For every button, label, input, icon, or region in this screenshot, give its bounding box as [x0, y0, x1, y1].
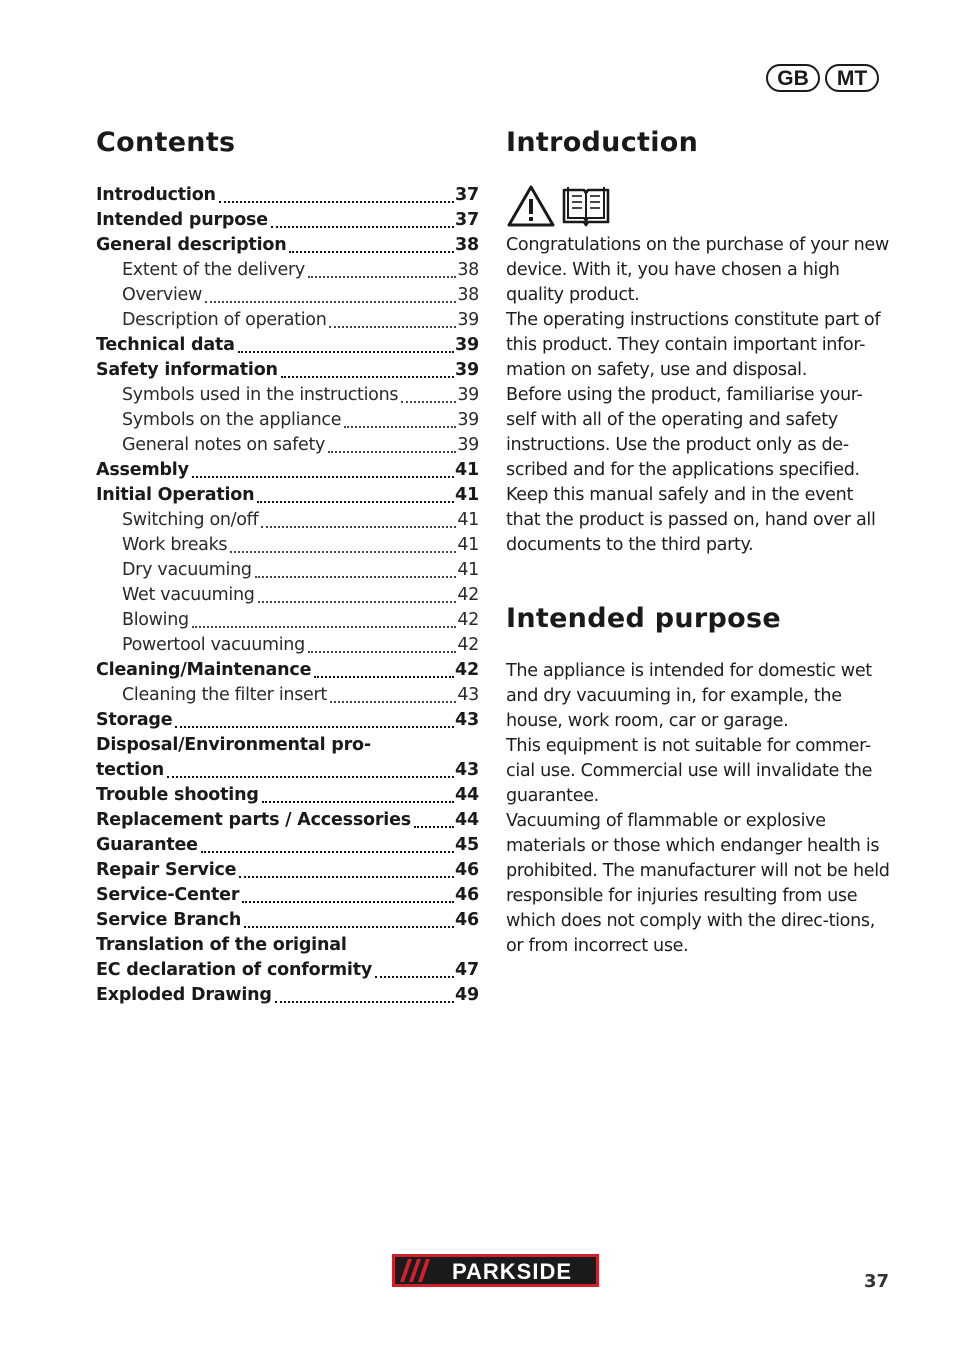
- toc-entry-page: 44: [455, 785, 479, 805]
- toc-leader-dots: [329, 326, 456, 328]
- toc-entry-page: 43: [455, 760, 479, 780]
- toc-entry-page: 42: [457, 635, 479, 655]
- toc-entry-label: General description: [96, 235, 287, 255]
- toc-entry: [96, 258, 479, 283]
- toc-entry-label: Disposal/Environmental pro-: [96, 735, 371, 755]
- toc-entry: [96, 533, 479, 558]
- toc-leader-dots: [289, 251, 454, 253]
- toc-entry: [96, 783, 479, 808]
- language-badge-mt: MT: [825, 64, 879, 92]
- toc-entry-label: Repair Service: [96, 860, 237, 880]
- toc-leader-dots: [244, 926, 454, 928]
- toc-entry-page: 45: [455, 835, 479, 855]
- intended-purpose-paragraph: Vacuuming of flammable or explosive materials or those which endanger health is prohibited. The manufacturer will not be held responsible for injuries resulting from use which does not comply with the direc-tions, or from incorrect use.: [506, 811, 890, 956]
- toc-entry: [96, 558, 479, 583]
- toc-entry-page: 42: [457, 610, 479, 630]
- contents-heading: Contents: [96, 127, 236, 158]
- toc-entry-label: EC declaration of conformity: [96, 960, 373, 980]
- toc-entry-page: 46: [455, 910, 479, 930]
- toc-entry-page: 39: [455, 360, 479, 380]
- toc-leader-dots: [167, 776, 454, 778]
- toc-entry-page: 37: [455, 185, 479, 205]
- toc-entry-label: Cleaning the filter insert: [122, 685, 327, 705]
- open-book-icon: [560, 184, 612, 228]
- toc-leader-dots: [330, 701, 456, 703]
- toc-entry: [96, 508, 479, 533]
- toc-entry-page: 39: [455, 335, 479, 355]
- toc-entry-label: Introduction: [96, 185, 216, 205]
- toc-entry-label: Extent of the delivery: [122, 260, 305, 280]
- language-badge-gb: GB: [766, 64, 820, 92]
- toc-leader-dots: [238, 351, 454, 353]
- toc-entry-page: 41: [455, 485, 479, 505]
- toc-entry-label: Work breaks: [122, 535, 228, 555]
- toc-leader-dots: [219, 201, 454, 203]
- toc-entry: [96, 633, 479, 658]
- introduction-paragraph: Before using the product, familiarise your-self with all of the operating and safety instructions. Use the product only as de-scribed and for the applications specified.: [506, 385, 863, 480]
- toc-leader-dots: [192, 476, 454, 478]
- toc-entry-page: 38: [455, 235, 479, 255]
- toc-leader-dots: [344, 426, 456, 428]
- toc-leader-dots: [401, 401, 456, 403]
- toc-entry: [96, 483, 479, 508]
- toc-entry-label: Overview: [122, 285, 202, 305]
- toc-entry: [96, 658, 479, 683]
- toc-entry: [96, 458, 479, 483]
- toc-entry-label: Translation of the original: [96, 935, 347, 955]
- toc-leader-dots: [271, 226, 454, 228]
- introduction-icons: [506, 184, 612, 228]
- page-number: 37: [864, 1271, 890, 1292]
- toc-entry-label: Intended purpose: [96, 210, 268, 230]
- intended-purpose-paragraph: This equipment is not suitable for commer-cial use. Commercial use will invalidate the guarantee.: [506, 736, 873, 806]
- toc-entry-page: 41: [455, 460, 479, 480]
- toc-entry: [96, 433, 479, 458]
- toc-entry-page: 41: [457, 510, 479, 530]
- toc-entry-label: Trouble shooting: [96, 785, 259, 805]
- toc-entry-page: 49: [455, 985, 479, 1005]
- toc-entry-page: 39: [457, 410, 479, 430]
- toc-entry: [96, 733, 479, 758]
- toc-entry: [96, 758, 479, 783]
- toc-entry-label: Blowing: [122, 610, 189, 630]
- toc-leader-dots: [205, 301, 456, 303]
- toc-entry-label: Assembly: [96, 460, 189, 480]
- toc-entry-label: Initial Operation: [96, 485, 255, 505]
- toc-entry-label: Exploded Drawing: [96, 985, 272, 1005]
- language-badges: [766, 64, 879, 92]
- toc-entry-page: 46: [455, 885, 479, 905]
- toc-leader-dots: [414, 826, 454, 828]
- toc-entry: [96, 408, 479, 433]
- toc-entry-page: 41: [457, 560, 479, 580]
- toc-leader-dots: [262, 801, 454, 803]
- toc-leader-dots: [328, 451, 456, 453]
- toc-entry: [96, 333, 479, 358]
- toc-entry-page: 47: [455, 960, 479, 980]
- toc-entry: [96, 308, 479, 333]
- toc-entry-label: Storage: [96, 710, 173, 730]
- introduction-paragraph: Congratulations on the purchase of your new device. With it, you have chosen a high quality product.: [506, 235, 889, 305]
- toc-leader-dots: [308, 651, 456, 653]
- toc-entry-page: 46: [455, 860, 479, 880]
- toc-entry: [96, 808, 479, 833]
- toc-entry-label: Safety information: [96, 360, 278, 380]
- toc-entry-label: Symbols on the appliance: [122, 410, 342, 430]
- toc-entry-label: Wet vacuuming: [122, 585, 255, 605]
- toc-entry: [96, 283, 479, 308]
- toc-entry-page: 38: [457, 260, 479, 280]
- intended-purpose-paragraph: The appliance is intended for domestic wet and dry vacuuming in, for example, the house, work room, car or garage.: [506, 661, 872, 731]
- introduction-heading: Introduction: [506, 127, 699, 158]
- toc-entry-label: Description of operation: [122, 310, 327, 330]
- toc-entry: [96, 208, 479, 233]
- toc-entry: [96, 183, 479, 208]
- toc-leader-dots: [281, 376, 454, 378]
- toc-entry-page: 38: [457, 285, 479, 305]
- toc-entry-label: tection: [96, 760, 165, 780]
- toc-leader-dots: [275, 1001, 454, 1003]
- toc-leader-dots: [257, 501, 454, 503]
- toc-entry-label: Replacement parts / Accessories: [96, 810, 411, 830]
- toc-entry: [96, 708, 479, 733]
- toc-entry-page: 44: [455, 810, 479, 830]
- toc-entry-label: Technical data: [96, 335, 235, 355]
- toc-entry-label: Cleaning/Maintenance: [96, 660, 312, 680]
- toc-entry-page: 39: [457, 385, 479, 405]
- toc-leader-dots: [255, 576, 457, 578]
- parkside-logo-icon: [392, 1254, 599, 1287]
- toc-leader-dots: [192, 626, 456, 628]
- toc-entry: [96, 858, 479, 883]
- toc-leader-dots: [258, 601, 457, 603]
- toc-leader-dots: [175, 726, 454, 728]
- toc-entry: [96, 383, 479, 408]
- toc-leader-dots: [261, 526, 456, 528]
- toc-entry: [96, 833, 479, 858]
- toc-entry-page: 39: [457, 435, 479, 455]
- toc-entry: [96, 883, 479, 908]
- parkside-logo: [392, 1254, 599, 1287]
- toc-entry: [96, 958, 479, 983]
- toc-leader-dots: [308, 276, 456, 278]
- toc-leader-dots: [242, 901, 454, 903]
- toc-entry-page: 41: [457, 535, 479, 555]
- toc-entry-page: 42: [455, 660, 479, 680]
- toc-entry-label: Switching on/off: [122, 510, 259, 530]
- toc-leader-dots: [230, 551, 456, 553]
- toc-entry: [96, 683, 479, 708]
- toc-entry: [96, 933, 479, 958]
- toc-entry-label: Powertool vacuuming: [122, 635, 305, 655]
- toc-entry: [96, 358, 479, 383]
- toc-entry-page: 43: [457, 685, 479, 705]
- toc-entry-label: Symbols used in the instructions: [122, 385, 399, 405]
- toc-entry: [96, 983, 479, 1008]
- introduction-paragraph: The operating instructions constitute part of this product. They contain important infor-mation on safety, use and disposal.: [506, 310, 881, 380]
- toc-entry-label: Dry vacuuming: [122, 560, 252, 580]
- toc-entry-label: General notes on safety: [122, 435, 326, 455]
- toc-entry-label: Service-Center: [96, 885, 240, 905]
- toc-entry-page: 39: [457, 310, 479, 330]
- parkside-logo-text: PARKSIDE: [451, 1259, 573, 1284]
- intended-purpose-body: [506, 659, 891, 959]
- toc-entry-page: 37: [455, 210, 479, 230]
- toc-entry: [96, 908, 479, 933]
- introduction-body: [506, 233, 891, 558]
- toc-leader-dots: [201, 851, 454, 853]
- toc-entry-page: 42: [457, 585, 479, 605]
- warning-triangle-icon: [506, 184, 556, 228]
- table-of-contents: [96, 183, 479, 1008]
- toc-leader-dots: [375, 976, 454, 978]
- toc-entry: [96, 608, 479, 633]
- toc-entry-label: Guarantee: [96, 835, 198, 855]
- introduction-paragraph: Keep this manual safely and in the event that the product is passed on, hand over all documents to the third party.: [506, 485, 876, 555]
- toc-entry: [96, 583, 479, 608]
- toc-leader-dots: [314, 676, 454, 678]
- toc-entry-label: Service Branch: [96, 910, 242, 930]
- intended-purpose-heading: Intended purpose: [506, 603, 781, 634]
- toc-entry-page: 43: [455, 710, 479, 730]
- toc-entry: [96, 233, 479, 258]
- toc-leader-dots: [239, 876, 454, 878]
